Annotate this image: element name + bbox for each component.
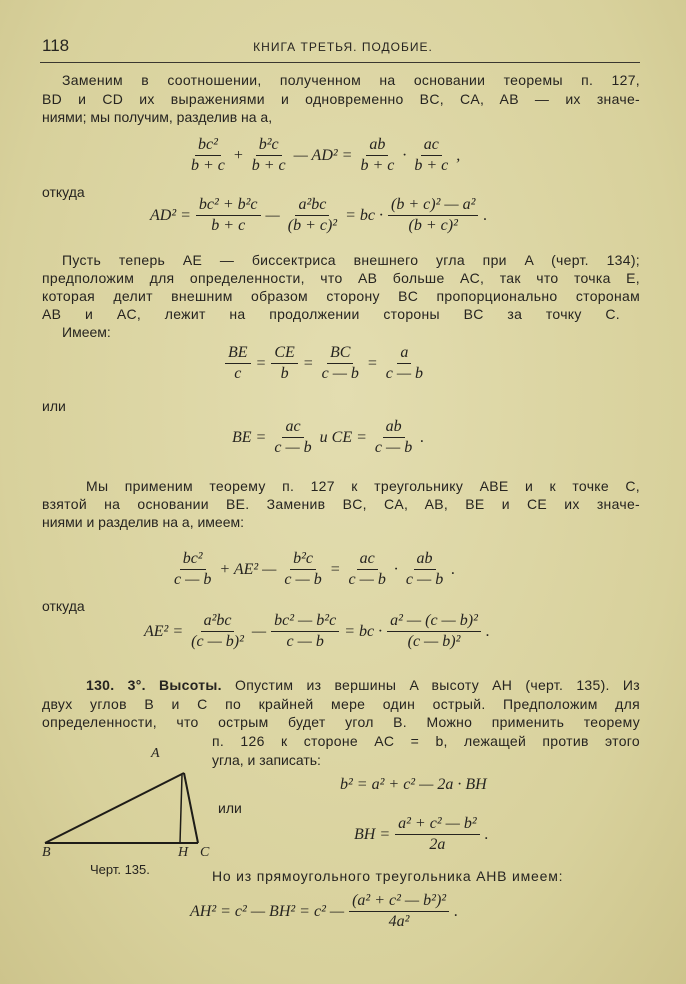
text-line: взятой на основании BE. Заменив BC, CA, AB, BE и CE их значе- — [42, 496, 640, 512]
numerator: bc² — [195, 136, 221, 156]
numerator: b²c — [256, 136, 282, 156]
denominator: (b + c)² — [408, 217, 458, 234]
fraction — [357, 136, 397, 175]
formula-5 — [168, 550, 457, 589]
text-line: AB и AC, лежит на продолжении стороны BC за точку C. — [42, 306, 620, 322]
page-number: 118 — [42, 36, 70, 55]
formula-term: . — [451, 560, 456, 578]
formula-term: AE² = — [144, 622, 184, 640]
formula-term: + AE² — — [219, 560, 277, 578]
denominator: c — b — [321, 365, 359, 382]
denominator: b + c — [360, 157, 395, 174]
denominator: c — b — [385, 365, 424, 382]
label-b: B — [42, 845, 51, 860]
fraction — [225, 344, 251, 383]
numerator: b²c — [290, 550, 316, 570]
altitude-ah — [180, 775, 182, 843]
formula-term: , — [456, 146, 461, 164]
denominator: 2a — [429, 836, 446, 853]
formula-term: BE = — [232, 428, 267, 446]
word-ili: или — [42, 398, 66, 414]
denominator: b + c — [191, 157, 225, 174]
word-otkuda: откуда — [42, 184, 85, 200]
formula-term: = — [302, 354, 314, 372]
formula-term: = — [329, 560, 341, 578]
text-line: Мы применим теорему п. 127 к треугольнику ABE и к точке C, — [86, 478, 640, 494]
numerator: (a² + c² — b²)² — [349, 892, 449, 912]
fraction — [388, 196, 478, 235]
denominator: b + c — [414, 157, 449, 174]
text-line: угла, и записать: — [212, 752, 321, 768]
formula-term: = bc · — [345, 206, 384, 224]
formula-4 — [230, 418, 426, 457]
fraction — [171, 550, 214, 589]
fraction — [285, 196, 340, 235]
text-line: Опустим из вершины A высоту AH (черт. 135). Из — [235, 677, 640, 693]
formula-2 — [148, 196, 489, 235]
denominator: (b + c)² — [287, 217, 338, 234]
text-line: которая делит внешним образом сторону BC пропорционально сторонам — [42, 288, 640, 304]
fraction — [411, 136, 451, 175]
numerator: (b + c)² — a² — [388, 196, 478, 216]
formula-term: — — [265, 206, 280, 224]
fraction — [271, 418, 314, 457]
text-line: BD и CD их выражениями и одновременно BC, CA, AB — их значе- — [42, 91, 640, 107]
fraction — [188, 612, 247, 651]
text-line: Пусть теперь AE — биссектриса внешнего угла при A (черт. 134); — [62, 252, 640, 268]
text-line: п. 126 к стороне AC = b, лежащей против этого — [212, 733, 640, 749]
word-otkuda: откуда — [42, 598, 85, 614]
formula-term: — AD² = — [293, 146, 353, 164]
formula-term: · — [393, 560, 398, 578]
formula-term: · — [402, 146, 407, 164]
fraction — [196, 196, 261, 235]
fraction — [271, 344, 297, 383]
denominator: c — b — [274, 439, 312, 456]
formula-term: AD² = — [150, 206, 191, 224]
denominator: c — [234, 365, 242, 382]
denominator: b — [280, 365, 289, 382]
fraction — [188, 136, 228, 175]
fraction — [349, 892, 449, 931]
formula-term: + — [232, 146, 244, 164]
numerator: bc² + b²c — [196, 196, 261, 216]
formula-term: . — [420, 428, 425, 446]
denominator: c — b — [174, 571, 212, 588]
side-ac — [184, 773, 198, 843]
figure-caption: Черт. 135. — [90, 862, 150, 877]
numerator: BE — [225, 344, 251, 364]
denominator: (c — b)² — [407, 633, 461, 650]
fraction — [395, 815, 480, 854]
header-rule — [40, 62, 640, 63]
denominator: b + c — [251, 157, 286, 174]
text-line: ниями; мы получим, разделив на a, — [42, 109, 273, 125]
formula-term: BH = — [354, 825, 391, 843]
denominator: c — b — [405, 571, 444, 588]
numerator: a²bc — [295, 196, 329, 216]
formula-term: . — [454, 902, 459, 920]
fraction — [346, 550, 389, 589]
formula-term: и CE = — [319, 428, 367, 446]
text-line: предположим для определенности, что AB больше AC, так что точка E, — [42, 270, 640, 286]
denominator: c — b — [286, 633, 324, 650]
running-title: КНИГА ТРЕТЬЯ. ПОДОБИЕ. — [253, 40, 433, 54]
denominator: c — b — [284, 571, 322, 588]
formula-term: — — [251, 622, 267, 640]
section-heading: 130. 3°. Высоты. — [86, 677, 222, 693]
label-c: C — [200, 845, 210, 860]
word-imeem: Имеем: — [62, 324, 111, 340]
formula-term: = bc · — [344, 622, 383, 640]
fraction — [403, 550, 446, 589]
formula-term: b² = a² + c² — 2a · BH — [340, 776, 487, 793]
fraction — [271, 612, 339, 651]
text-line: ниями и разделив на a, имеем: — [42, 514, 245, 530]
numerator: a² — (c — b)² — [387, 612, 481, 632]
numerator: ac — [357, 550, 378, 570]
numerator: bc² — b²c — [271, 612, 339, 632]
formula-term: . — [483, 206, 488, 224]
denominator: b + c — [211, 217, 246, 234]
fraction — [319, 344, 362, 383]
formula-6 — [142, 612, 492, 651]
numerator: a — [397, 344, 411, 364]
formula-term: = — [366, 354, 378, 372]
numerator: ab — [383, 418, 405, 438]
fraction — [387, 612, 481, 651]
section-line — [86, 677, 640, 693]
label-a: A — [151, 746, 160, 761]
numerator: CE — [271, 344, 297, 364]
label-h: H — [178, 845, 189, 860]
formula-term: . — [484, 825, 489, 843]
formula-9 — [188, 892, 460, 931]
numerator: a² + c² — b² — [395, 815, 480, 835]
formula-term: . — [485, 622, 490, 640]
fraction — [281, 550, 324, 589]
numerator: ac — [421, 136, 442, 156]
text-line: Заменим в соотношении, полученном на основании теоремы п. 127, — [62, 72, 640, 88]
numerator: a²bc — [201, 612, 235, 632]
side-ab — [45, 773, 184, 843]
text-line: определенности, что острым будет угол B. Можно применить теорему — [42, 714, 640, 730]
numerator: BC — [327, 344, 353, 364]
numerator: bc² — [180, 550, 206, 570]
numerator: ab — [366, 136, 388, 156]
text-line: двух углов B и C по крайней мере один острый. Предположим для — [42, 696, 640, 712]
text-line: Но из прямоугольного треугольника AHB имеем: — [212, 868, 564, 884]
fraction — [249, 136, 289, 175]
formula-term: AH² = c² — BH² = c² — — [190, 902, 345, 920]
numerator: ab — [414, 550, 436, 570]
denominator: (c — b)² — [191, 633, 244, 650]
formula-term: = — [255, 354, 267, 372]
denominator: c — b — [374, 439, 413, 456]
formula-7 — [338, 776, 489, 794]
fraction — [383, 344, 426, 383]
formula-8 — [352, 815, 491, 854]
numerator: ac — [282, 418, 303, 438]
word-ili: или — [218, 800, 242, 816]
formula-1 — [185, 136, 462, 175]
fraction — [372, 418, 415, 457]
denominator: 4a² — [388, 913, 410, 930]
denominator: c — b — [348, 571, 386, 588]
formula-3 — [222, 344, 429, 383]
